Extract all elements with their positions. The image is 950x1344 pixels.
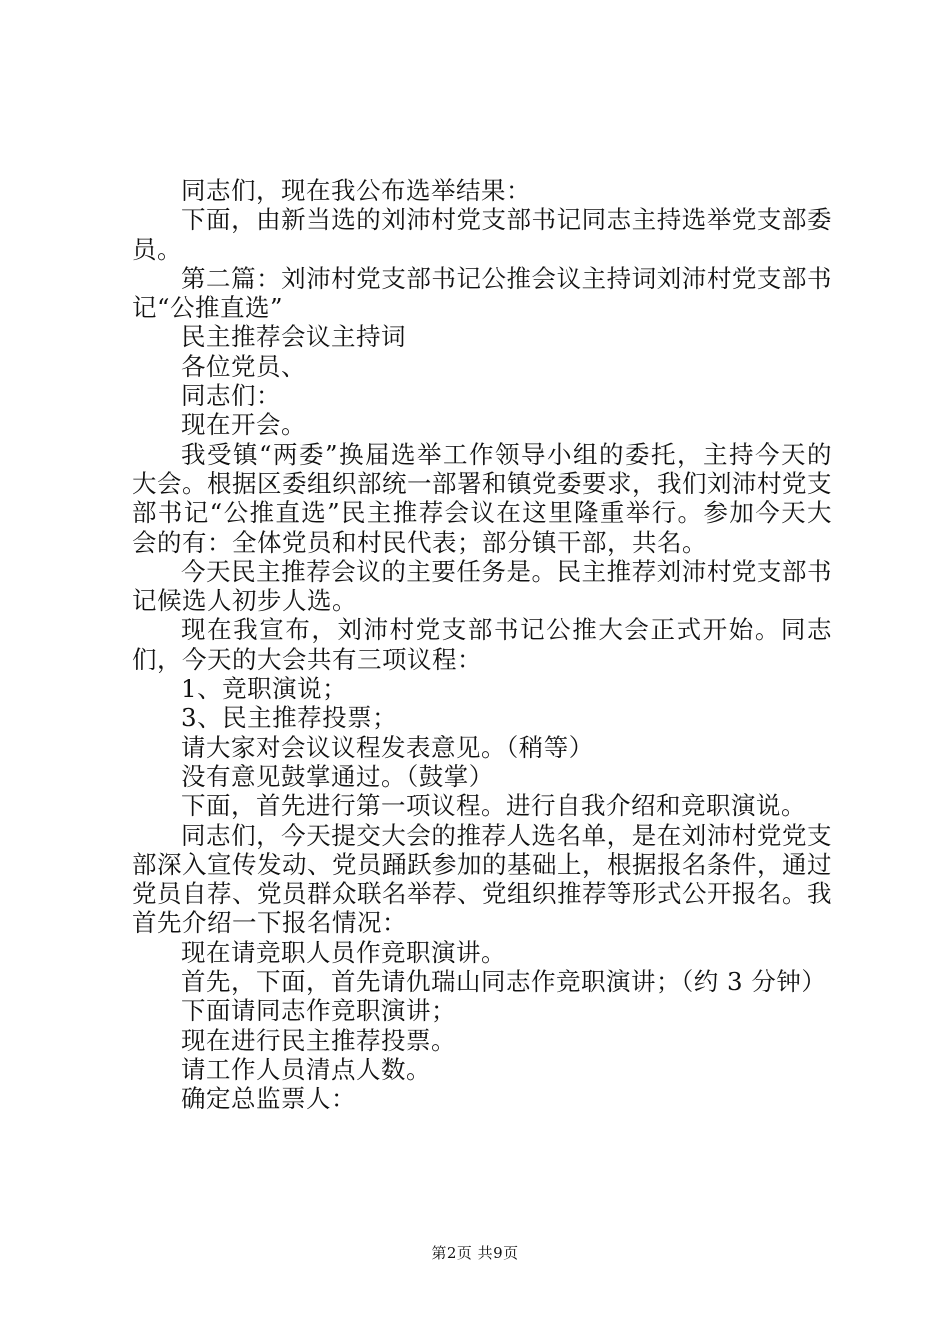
paragraph: 各位党员、	[181, 351, 306, 381]
page-number: 第2页 共9页	[431, 1244, 519, 1262]
paragraph: 现在我宣布，刘沛村党支部书记公推大会正式开始。同志们，今天的大会共有三项议程：	[132, 615, 832, 674]
section-heading: 第二篇：刘沛村党支部书记公推会议主持词刘沛村党支部书记“公推直选”	[132, 263, 832, 323]
paragraph: 同志们：	[181, 381, 281, 411]
paragraph: 现在请竞职人员作竞职演讲。	[181, 937, 506, 967]
paragraph: 同志们，今天提交大会的推荐人选名单，是在刘沛村党党支部深入宣传发动、党员踊跃参加的基础上，根据报名条件，通过党员自荐、党员群众联名举荐、党组织推荐等形式公开报名。我首先介绍一下报名情况：	[132, 820, 832, 938]
paragraph: 同志们，现在我公布选举结果：	[181, 176, 531, 205]
paragraph: 今天民主推荐会议的主要任务是。民主推荐刘沛村党支部书记候选人初步人选。	[132, 556, 832, 616]
paragraph: 确定总监票人：	[181, 1084, 356, 1114]
paragraph: 我受镇“两委”换届选举工作领导小组的委托，主持今天的大会。根据区委组织部统一部署和镇党委要求，我们刘沛村党支部书记“公推直选”民主推荐会议在这里隆重举行。参加今天大会的有：全体党员和村民代表；部分镇干部，共名。	[132, 439, 832, 557]
paragraph: 请大家对会议议程发表意见。（稍等）	[181, 732, 594, 762]
paragraph: 下面请同志作竞职演讲；	[181, 996, 456, 1026]
agenda-item: 3、民主推荐投票；	[181, 703, 398, 733]
paragraph: 现在进行民主推荐投票。	[181, 1025, 456, 1055]
paragraph: 没有意见鼓掌通过。（鼓掌）	[181, 761, 494, 791]
paragraph: 下面，首先进行第一项议程。进行自我介绍和竞职演说。	[181, 791, 806, 821]
agenda-item: 1、竞职演说；	[181, 674, 348, 704]
page-footer	[0, 1243, 950, 1263]
paragraph: 请工作人员清点人数。	[181, 1054, 431, 1084]
paragraph: 现在开会。	[181, 410, 306, 440]
paragraph: 下面，由新当选的刘沛村党支部书记同志主持选举党支部委员。	[132, 205, 832, 264]
paragraph: 首先，下面，首先请仇瑞山同志作竞职演讲；（约 3 分钟）	[181, 967, 827, 997]
paragraph: 民主推荐会议主持词	[181, 322, 406, 352]
document-body	[132, 176, 832, 1114]
